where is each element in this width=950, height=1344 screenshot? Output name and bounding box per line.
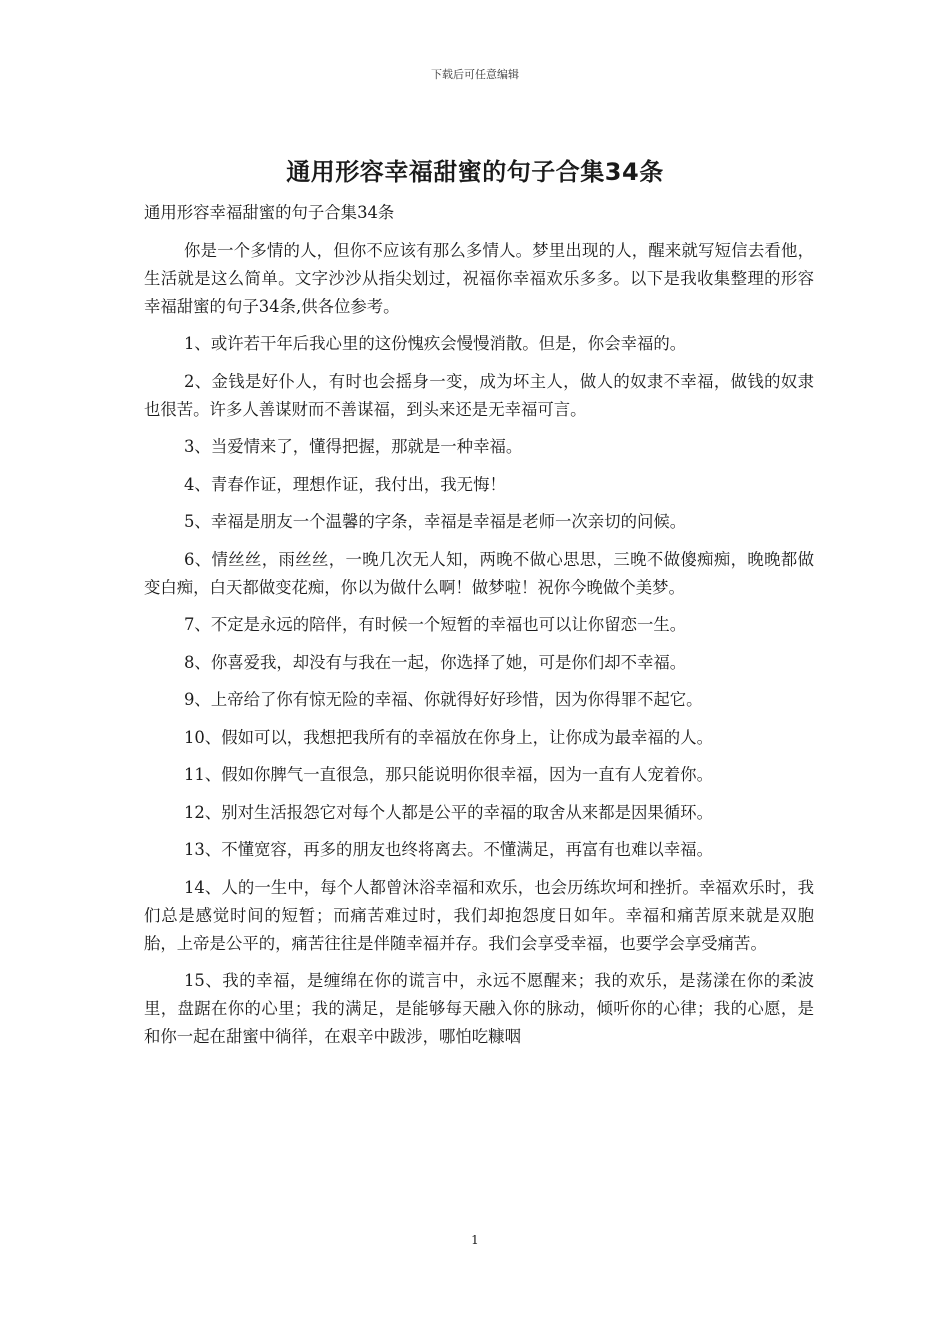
paragraph-item-7: 7、不定是永远的陪伴，有时候一个短暂的幸福也可以让你留恋一生。: [184, 615, 687, 634]
paragraph-item-13: 13、不懂宽容，再多的朋友也终将离去。不懂满足，再富有也难以幸福。: [184, 840, 713, 859]
document-title: 通用形容幸福甜蜜的句子合集34条: [286, 158, 664, 186]
paragraph-item-8: 8、你喜爱我，却没有与我在一起，你选择了她，可是你们却不幸福。: [184, 652, 687, 672]
paragraph-item-14: 14、人的一生中，每个人都曾沐浴幸福和欢乐，也会历练坎坷和挫折。幸福欢乐时，我们总是感觉时间的短暂；而痛苦难过时，我们却抱怨度日如年。幸福和痛苦原来就是双胞胎，上帝是公平的，痛苦往往是伴随幸福并存。我们会享受幸福，也要学会享受痛苦。: [144, 877, 814, 953]
paragraph-intro: 你是一个多情的人，但你不应该有那么多情人。梦里出现的人，醒来就写短信去看他，生活就是这么简单。文字沙沙从指尖划过，祝福你幸福欢乐多多。以下是我收集整理的形容幸福甜蜜的句子34条,供各位参考。: [144, 240, 814, 316]
paragraph-item-15: 15、我的幸福，是缠绵在你的谎言中，永远不愿醒来；我的欢乐，是荡漾在你的柔波里，盘踞在你的心里；我的满足，是能够每天融入你的脉动，倾听你的心律；我的心愿，是和你一起在甜蜜中徜徉，在艰辛中跋涉，哪怕吃糠咽: [144, 971, 814, 1046]
header-note: 下载后可任意编辑: [431, 68, 519, 81]
paragraph-item-12: 12、别对生活报怨它对每个人都是公平的幸福的取舍从来都是因果循环。: [184, 802, 713, 822]
paragraph-item-1: 1、或许若干年后我心里的这份愧疚会慢慢消散。但是，你会幸福的。: [184, 334, 687, 353]
document-subtitle: 通用形容幸福甜蜜的句子合集34条: [144, 203, 395, 222]
page-number: 1: [471, 1233, 479, 1247]
paragraph-item-2: 2、金钱是好仆人，有时也会摇身一变，成为坏主人，做人的奴隶不幸福，做钱的奴隶也很苦。许多人善谋财而不善谋福，到头来还是无幸福可言。: [144, 371, 814, 419]
paragraph-item-4: 4、青春作证，理想作证，我付出，我无悔！: [184, 474, 506, 494]
paragraph-item-10: 10、假如可以，我想把我所有的幸福放在你身上，让你成为最幸福的人。: [184, 727, 713, 747]
paragraph-item-9: 9、上帝给了你有惊无险的幸福、你就得好好珍惜，因为你得罪不起它。: [184, 690, 703, 709]
paragraph-item-11: 11、假如你脾气一直很急，那只能说明你很幸福，因为一直有人宠着你。: [184, 765, 713, 784]
document-body: [144, 199, 814, 1061]
paragraph-item-6: 6、情丝丝，雨丝丝，一晚几次无人知，两晚不做心思思，三晚不做傻痴痴，晚晚都做变白痴，白天都做变花痴，你以为做什么啊！做梦啦！祝你今晚做个美梦。: [144, 549, 814, 597]
paragraph-item-3: 3、当爱情来了，懂得把握，那就是一种幸福。: [184, 437, 523, 456]
paragraph-item-5: 5、幸福是朋友一个温馨的字条，幸福是幸福是老师一次亲切的问候。: [184, 512, 687, 531]
